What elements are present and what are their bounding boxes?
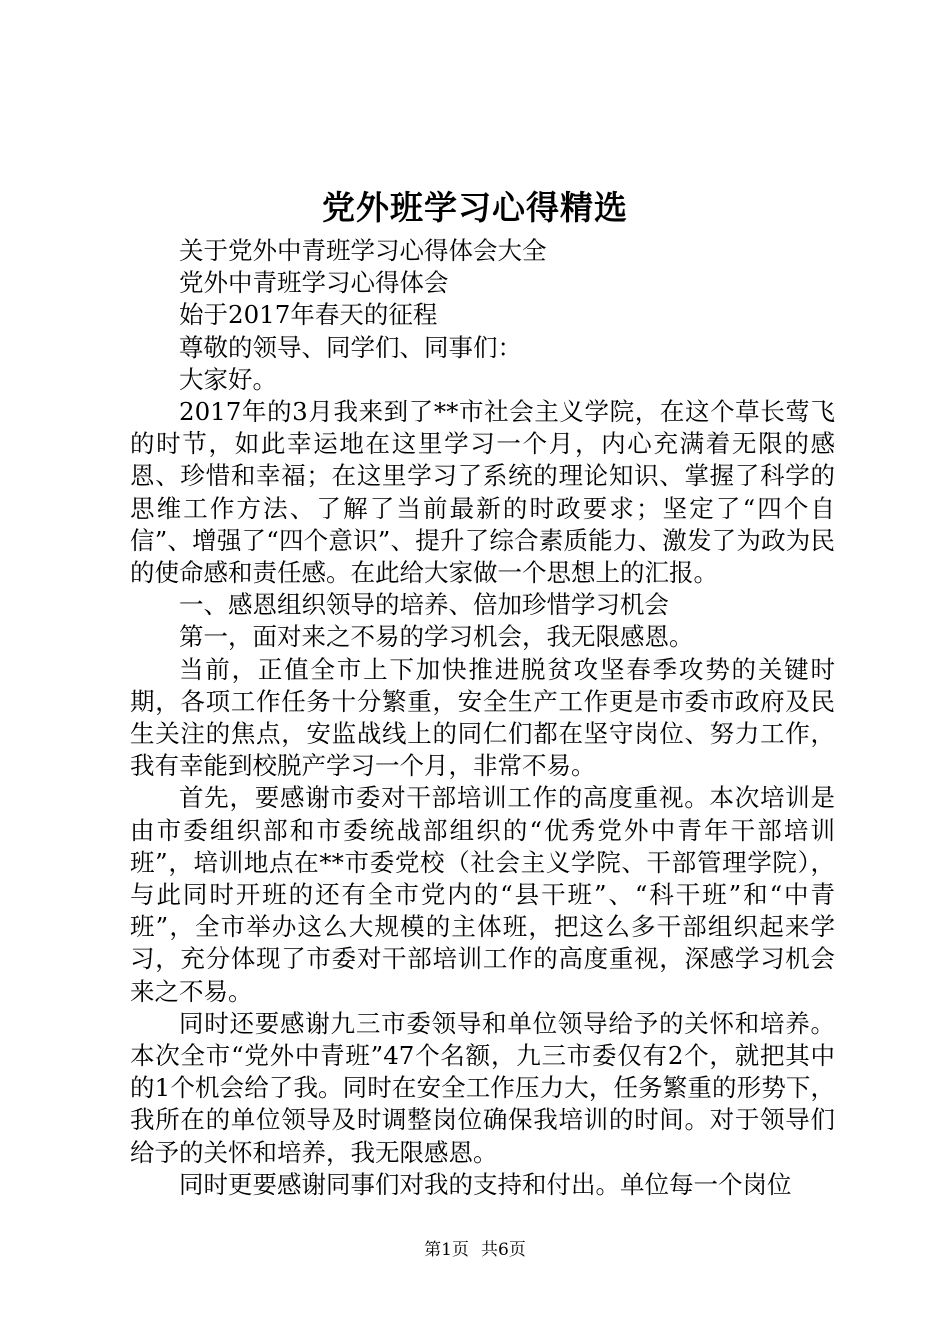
body-paragraph: 始于2017年春天的征程 xyxy=(179,300,438,330)
body-paragraph: 尊敬的领导、同学们、同事们： xyxy=(179,332,522,362)
page-number: 第1页 xyxy=(424,1240,469,1260)
body-paragraph: 大家好。 xyxy=(179,364,277,394)
document-title: 党外班学习心得精选 xyxy=(322,188,628,227)
body-paragraph: 2017年的3月我来到了**市社会主义学院，在这个草长莺飞的时节，如此幸运地在这里学习一个月，内心充满着无限的感恩、珍惜和幸福；在这里学习了系统的理论知识、掌握了科学的思维工作方法、了解了当前最新的时政要求；坚定了“四个自信”、增强了“四个意识”、提升了综合素质能力、激发了为政为民的使命感和责任感。在此给大家做一个思想上的汇报。 xyxy=(130,397,835,588)
body-paragraph: 当前，正值全市上下加快推进脱贫攻坚春季攻势的关键时期，各项工作任务十分繁重，安全生产工作更是市委市政府及民生关注的焦点，安监战线上的同仁们都在坚守岗位、努力工作，我有幸能到校脱产学习一个月，非常不易。 xyxy=(130,654,835,781)
body-paragraph: 首先，要感谢市委对干部培训工作的高度重视。本次培训是由市委组织部和市委统战部组织的“优秀党外中青年干部培训班”，培训地点在**市委党校（社会主义学院、干部管理学院），与此同时开班的还有全市党内的“县干班”、“科干班”和“中青班”，全市举办这么大规模的主体班，把这么多干部组织起来学习，充分体现了市委对干部培训工作的高度重视，深感学习机会来之不易。 xyxy=(130,783,835,1006)
body-paragraph: 党外中青班学习心得体会 xyxy=(179,268,449,298)
body-paragraph: 关于党外中青班学习心得体会大全 xyxy=(179,236,547,265)
body-paragraph: 第一，面对来之不易的学习机会，我无限感恩。 xyxy=(179,622,694,652)
document-body xyxy=(130,235,835,1201)
body-paragraph: 同时更要感谢同事们对我的支持和付出。单位每一个岗位 xyxy=(179,1169,792,1199)
body-paragraph: 同时还要感谢九三市委领导和单位领导给予的关怀和培养。本次全市“党外中青班”47个名额，九三市委仅有2个，就把其中的1个机会给了我。同时在安全工作压力大，任务繁重的形势下，我所在的单位领导及时调整岗位确保我培训的时间。对于领导们给予的关怀和培养，我无限感恩。 xyxy=(130,1008,835,1167)
section-heading: 一、感恩组织领导的培养、倍加珍惜学习机会 xyxy=(179,590,669,620)
page-footer xyxy=(0,1238,950,1262)
page-total: 共6页 xyxy=(481,1240,526,1260)
